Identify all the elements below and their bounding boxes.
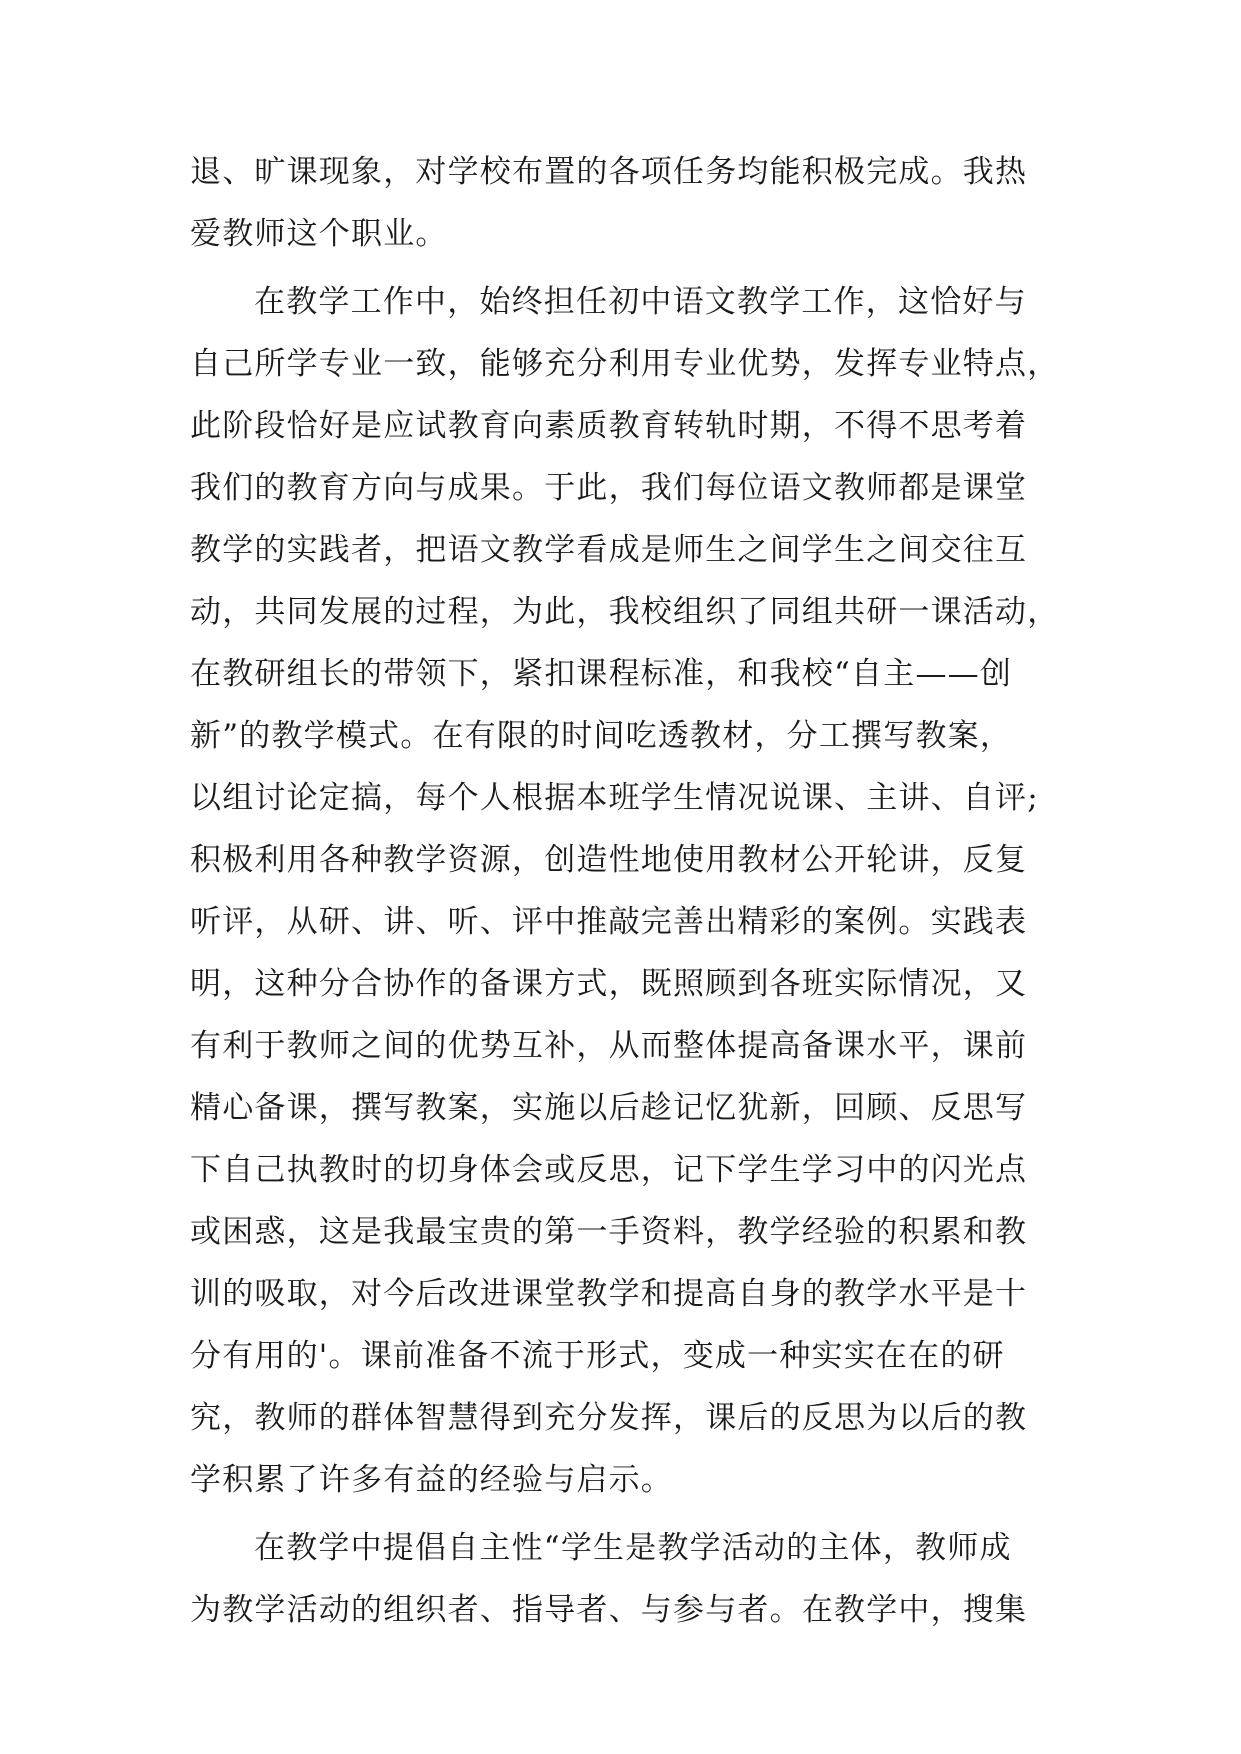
paragraph-first-line: 在教学工作中，始终担任初中语文教学工作，这恰好与 bbox=[254, 284, 1027, 320]
text-line: 下自己执教时的切身体会或反思，记下学生学习中的闪光点 bbox=[190, 1152, 1028, 1188]
text-line: 爱教师这个职业。 bbox=[190, 216, 448, 252]
text-line: 退、旷课现象，对学校布置的各项任务均能积极完成。我热 bbox=[190, 154, 1028, 190]
text-line: 有利于教师之间的优势互补，从而整体提高备课水平，课前 bbox=[190, 1028, 1028, 1064]
text-line: 教学的实践者，把语文教学看成是师生之间学生之间交往互 bbox=[190, 532, 1028, 568]
text-line: 动，共同发展的过程，为此，我校组织了同组共研一课活动， bbox=[190, 594, 1060, 630]
text-line: 在教研组长的带领下，紧扣课程标准，和我校“自主——创 bbox=[190, 656, 1013, 692]
text-line: 分有用的'。课前准备不流于形式，变成一种实实在在的研 bbox=[190, 1338, 1005, 1374]
text-line: 我们的教育方向与成果。于此，我们每位语文教师都是课堂 bbox=[190, 470, 1028, 506]
text-line: 为教学活动的组织者、指导者、与参与者。在教学中，搜集 bbox=[190, 1592, 1028, 1628]
text-line: 以组讨论定搞，每个人根据本班学生情况说课、主讲、自评; bbox=[190, 780, 1039, 816]
paragraph-first-line: 在教学中提倡自主性“学生是教学活动的主体，教师成 bbox=[254, 1530, 1012, 1566]
text-line: 究，教师的群体智慧得到充分发挥，课后的反思为以后的教 bbox=[190, 1400, 1028, 1436]
text-line: 听评，从研、讲、听、评中推敲完善出精彩的案例。实践表 bbox=[190, 904, 1028, 940]
text-line: 此阶段恰好是应试教育向素质教育转轨时期，不得不思考着 bbox=[190, 408, 1028, 444]
text-line: 自己所学专业一致，能够充分利用专业优势，发挥专业特点， bbox=[190, 346, 1060, 382]
text-line: 或困惑，这是我最宝贵的第一手资料，教学经验的积累和教 bbox=[190, 1214, 1028, 1250]
text-line: 新”的教学模式。在有限的时间吃透教材，分工撰写教案， bbox=[190, 718, 1013, 754]
text-line: 训的吸取，对今后改进课堂教学和提高自身的教学水平是十 bbox=[190, 1276, 1028, 1312]
text-line: 明，这种分合协作的备课方式，既照顾到各班实际情况，又 bbox=[190, 966, 1028, 1002]
text-line: 精心备课，撰写教案，实施以后趁记忆犹新，回顾、反思写 bbox=[190, 1090, 1028, 1126]
text-line: 学积累了许多有益的经验与启示。 bbox=[190, 1462, 673, 1498]
text-line: 积极利用各种教学资源，创造性地使用教材公开轮讲，反复 bbox=[190, 842, 1028, 878]
